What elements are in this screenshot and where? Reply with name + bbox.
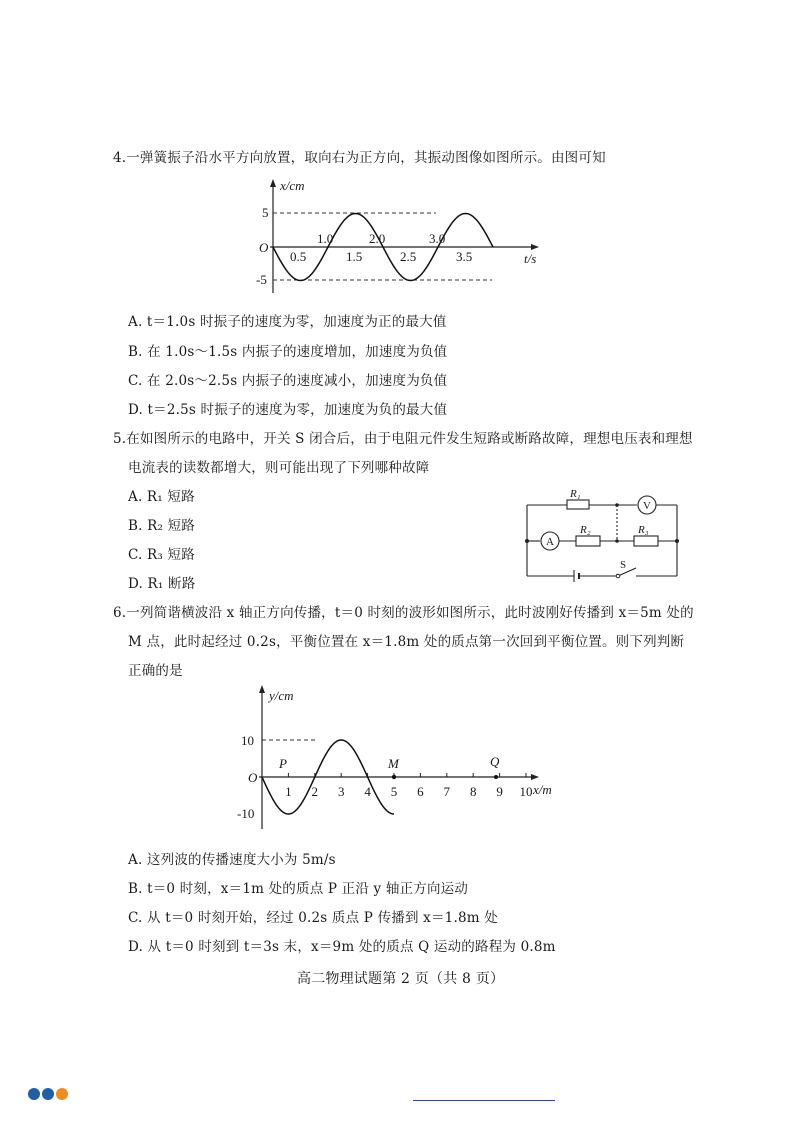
- q4-xtick-2.0: 2.0: [369, 231, 386, 246]
- page-footer: 高二物理试题第 2 页（共 8 页）: [297, 971, 505, 987]
- point-m-label: M: [388, 756, 399, 771]
- q5-circuit-diagram: [522, 488, 690, 588]
- ammeter-label: A: [546, 536, 554, 548]
- q5-circuit-svg: [522, 488, 690, 584]
- q6-y-label: y/cm: [269, 688, 294, 703]
- q4-x-arrow: [531, 244, 539, 250]
- switch-label: S: [620, 559, 627, 571]
- point-m: [392, 775, 396, 779]
- q6-option-d: D. 从 t＝0 时刻到 t＝3s 末，x＝9m 处的质点 Q 运动的路程为 0.8m: [128, 939, 556, 955]
- q6-option-c: C. 从 t＝0 时刻开始，经过 0.2s 质点 P 传播到 x＝1.8m 处: [128, 910, 498, 926]
- voltmeter-label: V: [643, 500, 651, 512]
- r1-label: R₁: [570, 488, 581, 500]
- decor-dot-1: [28, 1088, 40, 1100]
- q4-xtick-1.5: 1.5: [346, 249, 363, 264]
- q5-option-a: A. R₁ 短路: [128, 489, 195, 505]
- q4-xtick-0.5: 0.5: [290, 249, 307, 264]
- q4-ytick-neg: -5: [256, 272, 267, 287]
- q4-xtick-2.5: 2.5: [400, 249, 417, 264]
- q4-graph-svg: [250, 178, 550, 296]
- q6-stem-2: M 点，此时起经过 0.2s，平衡位置在 x＝1.8m 处的质点第一次回到平衡位置。则下列判断: [128, 634, 685, 650]
- node-mid: [615, 539, 619, 543]
- q6-xtick-label-10: 10: [519, 784, 533, 799]
- r3-label: R₃: [638, 524, 649, 536]
- q4-option-c: C. 在 2.0s～2.5s 内振子的速度减小，加速度为负值: [128, 373, 448, 389]
- node-right: [675, 539, 679, 543]
- q6-x-tick-labels: [285, 784, 532, 799]
- r3-resistor: [634, 536, 658, 546]
- q5-option-b: B. R₂ 短路: [128, 518, 195, 534]
- r2-resistor: [576, 536, 600, 546]
- q5-option-d: D. R₁ 断路: [128, 576, 196, 592]
- switch-contact: [616, 574, 620, 578]
- q4-x-label: t/s: [524, 251, 537, 266]
- q6-xtick-label-5: 5: [390, 784, 398, 799]
- node-left: [525, 539, 529, 543]
- q6-option-b: B. t＝0 时刻，x＝1m 处的质点 P 正沿 y 轴正方向运动: [128, 881, 469, 897]
- q6-ytick-pos: 10: [241, 733, 254, 748]
- q6-stem-1: 6.一列简谐横波沿 x 轴正方向传播，t＝0 时刻的波形如图所示，此时波刚好传播到 x＝5m 处的: [113, 605, 694, 621]
- node-top: [615, 503, 619, 507]
- q5-option-c: C. R₃ 短路: [128, 547, 195, 563]
- q6-graph-svg: [234, 682, 564, 832]
- point-q: [494, 775, 498, 779]
- q6-origin: O: [248, 770, 258, 785]
- q6-x-arrow: [531, 774, 539, 780]
- q6-stem-3: 正确的是: [128, 663, 183, 679]
- point-p-label: P: [279, 756, 287, 771]
- q4-xtick-3.0: 3.0: [429, 231, 446, 246]
- point-q-label: Q: [490, 754, 500, 769]
- q4-option-a: A. t＝1.0s 时振子的速度为零，加速度为正的最大值: [128, 314, 447, 330]
- q6-xtick-label-8: 8: [469, 784, 477, 799]
- q6-xtick-label-7: 7: [443, 784, 451, 799]
- q5-stem-2: 电流表的读数都增大，则可能出现了下列哪种故障: [128, 460, 430, 476]
- decor-dot-2: [42, 1088, 54, 1100]
- decor-dot-3: [56, 1088, 68, 1100]
- q4-xtick-3.5: 3.5: [456, 249, 473, 264]
- footer-link-underline[interactable]: [413, 1100, 555, 1101]
- q6-xtick-label-2: 2: [311, 784, 319, 799]
- q4-xtick-1.0: 1.0: [317, 231, 334, 246]
- q6-ytick-neg: -10: [237, 806, 255, 821]
- r1-resistor: [567, 500, 589, 509]
- q6-xtick-label-9: 9: [496, 784, 503, 799]
- r2-label: R₂: [580, 524, 591, 536]
- q4-stem: 4.一弹簧振子沿水平方向放置，取向右为正方向，其振动图像如图所示。由图可知: [113, 150, 606, 166]
- q6-y-arrow: [259, 685, 265, 693]
- q6-option-a: A. 这列波的传播速度大小为 5m/s: [128, 852, 336, 868]
- q6-xtick-label-4: 4: [364, 784, 371, 799]
- q6-xtick-label-6: 6: [417, 784, 424, 799]
- q4-option-d: D. t＝2.5s 时振子的速度为零，加速度为负的最大值: [128, 402, 448, 418]
- q6-wave-graph: [234, 682, 564, 836]
- q6-xtick-label-1: 1: [285, 784, 292, 799]
- q4-y-arrow: [270, 179, 276, 187]
- q6-xtick-label-3: 3: [337, 784, 345, 799]
- q4-option-b: B. 在 1.0s～1.5s 内振子的速度增加，加速度为负值: [128, 344, 448, 360]
- q6-x-label: x/m: [533, 782, 552, 797]
- q5-stem-1: 5.在如图所示的电路中，开关 S 闭合后，由于电阻元件发生短路或断路故障，理想电压表和理想: [113, 431, 693, 447]
- q4-y-label: x/cm: [280, 178, 305, 193]
- q4-vibration-graph: [250, 178, 550, 300]
- q4-origin: O: [259, 240, 269, 255]
- q4-ytick-pos: 5: [262, 205, 269, 220]
